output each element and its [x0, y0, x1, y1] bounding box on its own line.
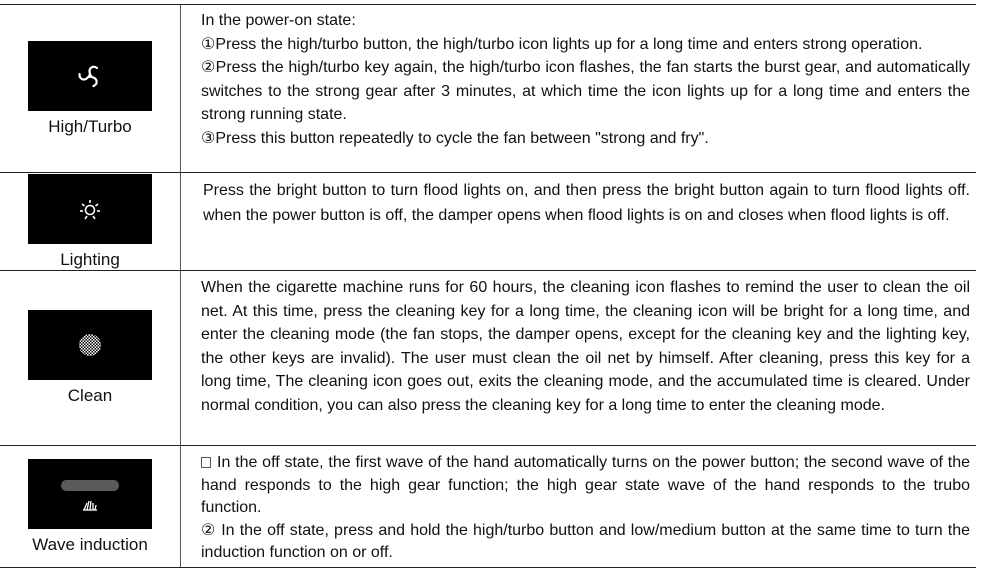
table-row-clean — [0, 271, 976, 446]
description-line: ②Press the high/turbo key again, the high/turbo icon flashes, the fan starts the burst gear, and automatically switches to the strong gear after 3 minutes, at which time the icon lights up for a long time and enters the strong running state. — [201, 59, 970, 123]
description-cell — [181, 271, 976, 445]
description-text: In the off state, the first wave of the hand automatically turns on the power button; the second wave of the hand responds to the high gear function; the high gear state wave of the hand responds to the trubo function. — [201, 454, 970, 516]
hand-wave-icon — [82, 500, 98, 512]
table-row-wave-induction — [0, 446, 976, 568]
fan-icon — [77, 63, 103, 89]
icon-cell — [0, 173, 181, 270]
indicator-bar — [61, 480, 119, 491]
function-label: High/Turbo — [48, 116, 132, 136]
icon-panel — [28, 310, 152, 380]
description-line: ② In the off state, press and hold the high/turbo button and low/medium button at the same time to turn the induction function on or off. — [201, 521, 970, 561]
icon-panel — [28, 174, 152, 244]
function-table — [0, 4, 976, 568]
function-label: Wave induction — [32, 534, 148, 554]
checkbox-glyph — [201, 457, 211, 468]
icon-cell — [0, 446, 181, 567]
table-row-lighting — [0, 173, 976, 271]
table-row-high-turbo — [0, 5, 976, 173]
icon-panel — [28, 41, 152, 111]
grid-clean-icon — [77, 332, 103, 358]
description-cell — [181, 446, 976, 567]
icon-cell — [0, 5, 181, 172]
description-line: Press the bright button to turn flood lights on, and then press the bright button again to turn flood lights off. when the power button is off, the damper opens when flood lights is on and closes when flood lights is off. — [203, 182, 970, 224]
function-label: Clean — [67, 386, 113, 405]
description-line — [201, 452, 970, 520]
description-line: ③Press this button repeatedly to cycle the fan between "strong and fry". — [201, 129, 709, 147]
description-line: ①Press the high/turbo button, the high/turbo icon lights up for a long time and enters strong operation. — [201, 35, 923, 53]
description-line: In the power-on state: — [201, 12, 356, 29]
icon-cell — [0, 271, 181, 445]
function-label: Lighting — [60, 249, 120, 269]
icon-panel — [28, 459, 152, 529]
description-cell — [181, 5, 976, 172]
description-line: When the cigarette machine runs for 60 hours, the cleaning icon flashes to remind the user to clean the oil net. At this time, press the cleaning key for a long time, the cleaning icon will be bright for a long time, and enter the cleaning mode (the fan stops, the damper opens, except for the cleaning key and the lighting key, the other keys are invalid). The user must clean the oil net by himself. After cleaning, press this key for a long time, The cleaning icon goes out, exits the cleaning mode, and the accumulated time is cleared. Under normal condition, you can also press the cleaning key for a long time to enter the cleaning mode. — [201, 279, 970, 414]
light-bulb-icon — [78, 197, 102, 221]
description-cell — [181, 173, 976, 270]
